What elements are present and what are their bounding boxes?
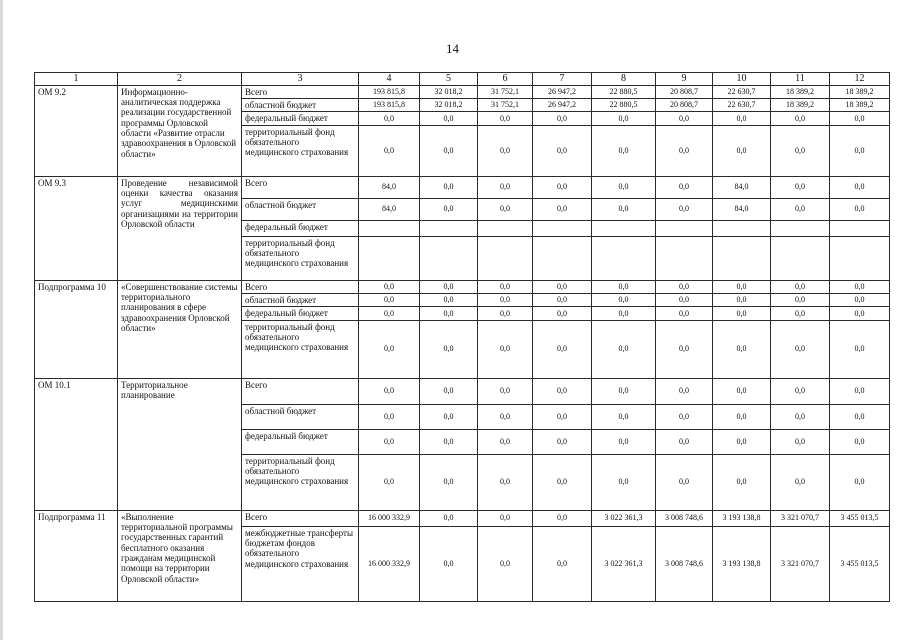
funding-source: областной бюджет [242, 293, 359, 306]
amount-cell: 0,0 [533, 293, 592, 306]
amount-cell: 0,0 [656, 198, 713, 220]
amount-cell: 0,0 [656, 454, 713, 510]
amount-cell: 0,0 [771, 176, 830, 198]
amount-cell: 0,0 [420, 378, 478, 404]
amount-cell: 0,0 [771, 404, 830, 429]
amount-cell: 0,0 [656, 320, 713, 378]
amount-cell: 0,0 [592, 320, 656, 378]
amount-cell: 3 022 361,3 [592, 526, 656, 601]
amount-cell: 0,0 [420, 429, 478, 454]
amount-cell: 22 630,7 [713, 98, 771, 111]
table-row [35, 176, 890, 198]
amount-cell: 0,0 [420, 320, 478, 378]
table-row [35, 280, 890, 293]
amount-cell: 0,0 [478, 198, 533, 220]
amount-cell: 32 018,2 [420, 98, 478, 111]
column-header: 2 [118, 73, 242, 86]
table-body [35, 85, 890, 601]
amount-cell: 0,0 [592, 280, 656, 293]
amount-cell: 3 455 013,5 [830, 510, 890, 526]
amount-cell: 0,0 [656, 112, 713, 125]
amount-cell: 32 018,2 [420, 85, 478, 98]
amount-cell: 0,0 [771, 454, 830, 510]
amount-cell: 0,0 [713, 307, 771, 320]
funding-source: территориальный фонд обязательного медицинского страхования [242, 320, 359, 378]
amount-cell: 0,0 [713, 378, 771, 404]
amount-cell: 0,0 [592, 112, 656, 125]
amount-cell: 0,0 [656, 280, 713, 293]
amount-cell: 0,0 [830, 280, 890, 293]
funding-source: областной бюджет [242, 404, 359, 429]
amount-cell: 0,0 [771, 320, 830, 378]
amount-cell: 84,0 [713, 176, 771, 198]
program-name: Территориальное планирование [118, 378, 242, 510]
amount-cell: 20 808,7 [656, 85, 713, 98]
amount-cell: 0,0 [771, 125, 830, 176]
amount-cell [771, 220, 830, 236]
amount-cell: 0,0 [830, 320, 890, 378]
amount-cell: 0,0 [420, 510, 478, 526]
funding-source: Всего [242, 280, 359, 293]
amount-cell: 0,0 [713, 454, 771, 510]
amount-cell: 0,0 [592, 404, 656, 429]
amount-cell: 26 947,2 [533, 85, 592, 98]
program-name: Информационно-аналитическая поддержка реализации государственной программы Орловской области «Развитие отрасли здравоохранения в Орловской области» [118, 85, 242, 176]
table-row [35, 85, 890, 98]
program-code: Подпрограмма 11 [35, 510, 118, 601]
program-name: «Выполнение территориальной программы государственных гарантий бесплатного оказания гражданам медицинской помощи на территории Орловской области» [118, 510, 242, 601]
amount-cell: 0,0 [713, 293, 771, 306]
amount-cell: 0,0 [533, 280, 592, 293]
funding-source: областной бюджет [242, 98, 359, 111]
amount-cell: 0,0 [420, 125, 478, 176]
amount-cell: 0,0 [478, 293, 533, 306]
amount-cell: 0,0 [359, 429, 420, 454]
amount-cell: 0,0 [533, 176, 592, 198]
amount-cell: 0,0 [533, 198, 592, 220]
column-header: 3 [242, 73, 359, 86]
amount-cell: 0,0 [592, 454, 656, 510]
funding-source: федеральный бюджет [242, 220, 359, 236]
amount-cell: 3 321 070,7 [771, 510, 830, 526]
program-code: ОМ 10.1 [35, 378, 118, 510]
amount-cell: 0,0 [533, 526, 592, 601]
amount-cell [359, 220, 420, 236]
amount-cell: 0,0 [592, 307, 656, 320]
amount-cell: 0,0 [656, 378, 713, 404]
funding-source: территориальный фонд обязательного медицинского страхования [242, 236, 359, 280]
amount-cell [359, 236, 420, 280]
amount-cell: 20 808,7 [656, 98, 713, 111]
amount-cell: 84,0 [359, 198, 420, 220]
amount-cell: 0,0 [420, 176, 478, 198]
amount-cell: 0,0 [420, 454, 478, 510]
amount-cell: 0,0 [771, 280, 830, 293]
table-row [35, 510, 890, 526]
amount-cell: 0,0 [533, 404, 592, 429]
amount-cell: 193 815,8 [359, 85, 420, 98]
amount-cell: 0,0 [359, 454, 420, 510]
amount-cell [830, 220, 890, 236]
amount-cell: 0,0 [771, 378, 830, 404]
amount-cell: 0,0 [420, 526, 478, 601]
amount-cell: 0,0 [830, 454, 890, 510]
amount-cell: 0,0 [359, 378, 420, 404]
amount-cell: 0,0 [592, 378, 656, 404]
amount-cell: 0,0 [771, 429, 830, 454]
amount-cell: 0,0 [420, 293, 478, 306]
amount-cell: 0,0 [830, 429, 890, 454]
amount-cell: 0,0 [533, 320, 592, 378]
page-number: 14 [446, 41, 459, 56]
amount-cell: 18 389,2 [771, 98, 830, 111]
amount-cell: 18 389,2 [830, 85, 890, 98]
amount-cell: 0,0 [592, 429, 656, 454]
amount-cell [478, 236, 533, 280]
amount-cell: 0,0 [533, 510, 592, 526]
amount-cell: 0,0 [830, 378, 890, 404]
amount-cell: 0,0 [830, 404, 890, 429]
amount-cell [592, 220, 656, 236]
amount-cell: 0,0 [713, 280, 771, 293]
amount-cell: 0,0 [713, 320, 771, 378]
amount-cell: 0,0 [478, 526, 533, 601]
amount-cell [420, 220, 478, 236]
program-code: ОМ 9.2 [35, 85, 118, 176]
page-left-edge [0, 0, 3, 640]
amount-cell: 0,0 [713, 404, 771, 429]
amount-cell: 0,0 [478, 307, 533, 320]
amount-cell: 3 321 070,7 [771, 526, 830, 601]
column-header: 6 [478, 73, 533, 86]
amount-cell [656, 220, 713, 236]
amount-cell: 0,0 [656, 307, 713, 320]
amount-cell: 3 193 138,8 [713, 510, 771, 526]
funding-source: Всего [242, 378, 359, 404]
amount-cell: 0,0 [713, 125, 771, 176]
funding-source: Всего [242, 85, 359, 98]
funding-source: Всего [242, 176, 359, 198]
amount-cell: 26 947,2 [533, 98, 592, 111]
amount-cell: 0,0 [478, 125, 533, 176]
amount-cell: 0,0 [478, 510, 533, 526]
amount-cell: 3 455 013,5 [830, 526, 890, 601]
amount-cell: 0,0 [420, 404, 478, 429]
amount-cell [533, 220, 592, 236]
funding-source: федеральный бюджет [242, 112, 359, 125]
amount-cell: 0,0 [771, 307, 830, 320]
funding-source: Всего [242, 510, 359, 526]
amount-cell: 22 880,5 [592, 98, 656, 111]
amount-cell: 0,0 [420, 198, 478, 220]
amount-cell: 0,0 [359, 404, 420, 429]
program-code: ОМ 9.3 [35, 176, 118, 280]
funding-source: территориальный фонд обязательного медицинского страхования [242, 125, 359, 176]
amount-cell: 0,0 [420, 112, 478, 125]
amount-cell: 0,0 [592, 125, 656, 176]
budget-table [34, 72, 890, 602]
amount-cell: 0,0 [478, 429, 533, 454]
amount-cell [656, 236, 713, 280]
amount-cell: 0,0 [359, 280, 420, 293]
amount-cell: 0,0 [478, 280, 533, 293]
amount-cell [713, 236, 771, 280]
amount-cell: 84,0 [359, 176, 420, 198]
amount-cell: 84,0 [713, 198, 771, 220]
amount-cell: 0,0 [830, 307, 890, 320]
column-header: 9 [656, 73, 713, 86]
amount-cell: 0,0 [830, 198, 890, 220]
amount-cell: 0,0 [359, 112, 420, 125]
funding-source: межбюджетные трансферты бюджетам фондов обязательного медицинского страхования [242, 526, 359, 601]
amount-cell [713, 220, 771, 236]
amount-cell [420, 236, 478, 280]
amount-cell: 3 193 138,8 [713, 526, 771, 601]
amount-cell: 0,0 [533, 112, 592, 125]
funding-source: территориальный фонд обязательного медицинского страхования [242, 454, 359, 510]
funding-source: федеральный бюджет [242, 429, 359, 454]
amount-cell: 0,0 [533, 307, 592, 320]
amount-cell: 0,0 [592, 198, 656, 220]
amount-cell [592, 236, 656, 280]
amount-cell: 0,0 [478, 454, 533, 510]
amount-cell: 193 815,8 [359, 98, 420, 111]
amount-cell: 0,0 [656, 429, 713, 454]
amount-cell: 0,0 [592, 176, 656, 198]
amount-cell [478, 220, 533, 236]
amount-cell: 0,0 [478, 176, 533, 198]
amount-cell: 18 389,2 [830, 98, 890, 111]
amount-cell: 0,0 [359, 125, 420, 176]
amount-cell: 0,0 [830, 176, 890, 198]
amount-cell: 0,0 [478, 378, 533, 404]
amount-cell: 0,0 [771, 198, 830, 220]
amount-cell: 16 000 332,9 [359, 526, 420, 601]
column-header: 8 [592, 73, 656, 86]
amount-cell: 0,0 [656, 125, 713, 176]
amount-cell [533, 236, 592, 280]
table-row [35, 378, 890, 404]
amount-cell: 0,0 [478, 404, 533, 429]
amount-cell: 0,0 [656, 176, 713, 198]
column-header: 10 [713, 73, 771, 86]
amount-cell: 0,0 [533, 378, 592, 404]
amount-cell: 0,0 [656, 293, 713, 306]
amount-cell: 3 022 361,3 [592, 510, 656, 526]
amount-cell: 22 630,7 [713, 85, 771, 98]
amount-cell: 0,0 [771, 293, 830, 306]
amount-cell: 0,0 [713, 112, 771, 125]
amount-cell: 31 752,1 [478, 98, 533, 111]
column-header: 7 [533, 73, 592, 86]
amount-cell: 22 880,5 [592, 85, 656, 98]
amount-cell [830, 236, 890, 280]
amount-cell: 18 389,2 [771, 85, 830, 98]
amount-cell: 0,0 [830, 112, 890, 125]
amount-cell: 0,0 [713, 429, 771, 454]
amount-cell: 0,0 [592, 293, 656, 306]
amount-cell: 0,0 [420, 280, 478, 293]
amount-cell: 3 008 748,6 [656, 510, 713, 526]
funding-source: федеральный бюджет [242, 307, 359, 320]
amount-cell: 0,0 [533, 125, 592, 176]
funding-source: областной бюджет [242, 198, 359, 220]
amount-cell: 16 000 332,9 [359, 510, 420, 526]
amount-cell: 0,0 [359, 320, 420, 378]
column-header: 5 [420, 73, 478, 86]
program-name: Проведение независимой оценки качества оказания услуг медицинскими организациями на территории Орловской области [118, 176, 242, 280]
amount-cell [771, 236, 830, 280]
amount-cell: 0,0 [478, 112, 533, 125]
amount-cell: 0,0 [420, 307, 478, 320]
program-code: Подпрограмма 10 [35, 280, 118, 378]
amount-cell: 0,0 [830, 293, 890, 306]
column-header: 1 [35, 73, 118, 86]
amount-cell: 0,0 [656, 404, 713, 429]
column-header: 4 [359, 73, 420, 86]
amount-cell: 0,0 [533, 454, 592, 510]
column-header: 12 [830, 73, 890, 86]
amount-cell: 0,0 [533, 429, 592, 454]
amount-cell: 3 008 748,6 [656, 526, 713, 601]
amount-cell: 0,0 [359, 293, 420, 306]
header-row [35, 73, 890, 86]
amount-cell: 0,0 [830, 125, 890, 176]
amount-cell: 0,0 [359, 307, 420, 320]
amount-cell: 0,0 [771, 112, 830, 125]
program-name: «Совершенствование системы территориального планирования в сфере здравоохранения Орловской области» [118, 280, 242, 378]
column-header: 11 [771, 73, 830, 86]
amount-cell: 0,0 [478, 320, 533, 378]
amount-cell: 31 752,1 [478, 85, 533, 98]
